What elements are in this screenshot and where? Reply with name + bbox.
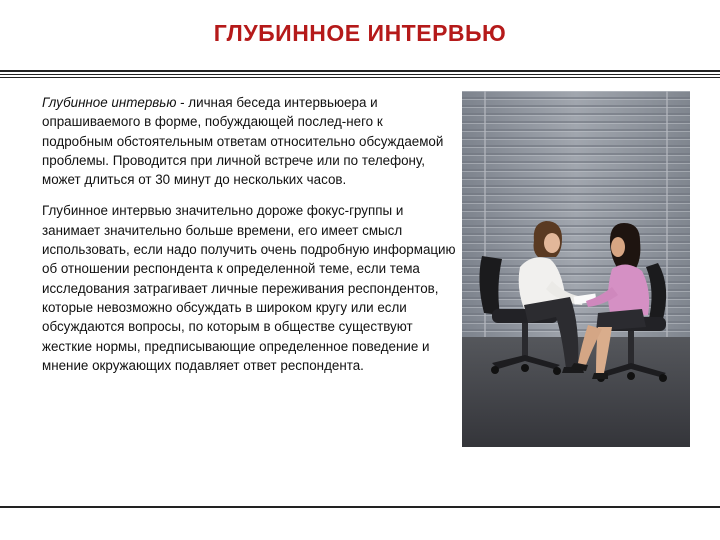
interview-photo [462, 91, 690, 447]
details-paragraph: Глубинное интервью значительно дороже фокус-группы и занимает значительно больше времени, его имеет смысл использовать, если надо получить очень подробную информацию об отношении респондента к определенной теме, если тема исследования затрагивает личные переживания респондентов, которые невозможно обсуждать в широком кругу или если обсуждаются вопросы, по которым в обществе существуют жесткие нормы, предписывающие определенное поведение и мнение окружающих подавляет ответ респондента. [42, 203, 456, 373]
definition-term: Глубинное интервью [42, 95, 177, 110]
bottom-divider [0, 506, 720, 508]
definition-paragraph [42, 93, 456, 189]
definition-text: - личная беседа интервьюера и опрашиваемого в форме, побуждающей послед-него к подробным обстоятельным ответам относительно обсуждаемой проблемы. Проводится при личной встрече или по телефону, может длиться от 30 минут до нескольких часов. [42, 95, 444, 188]
top-divider [0, 70, 720, 78]
slide-title: ГЛУБИННОЕ ИНТЕРВЬЮ [213, 20, 507, 46]
body-text [42, 93, 456, 387]
